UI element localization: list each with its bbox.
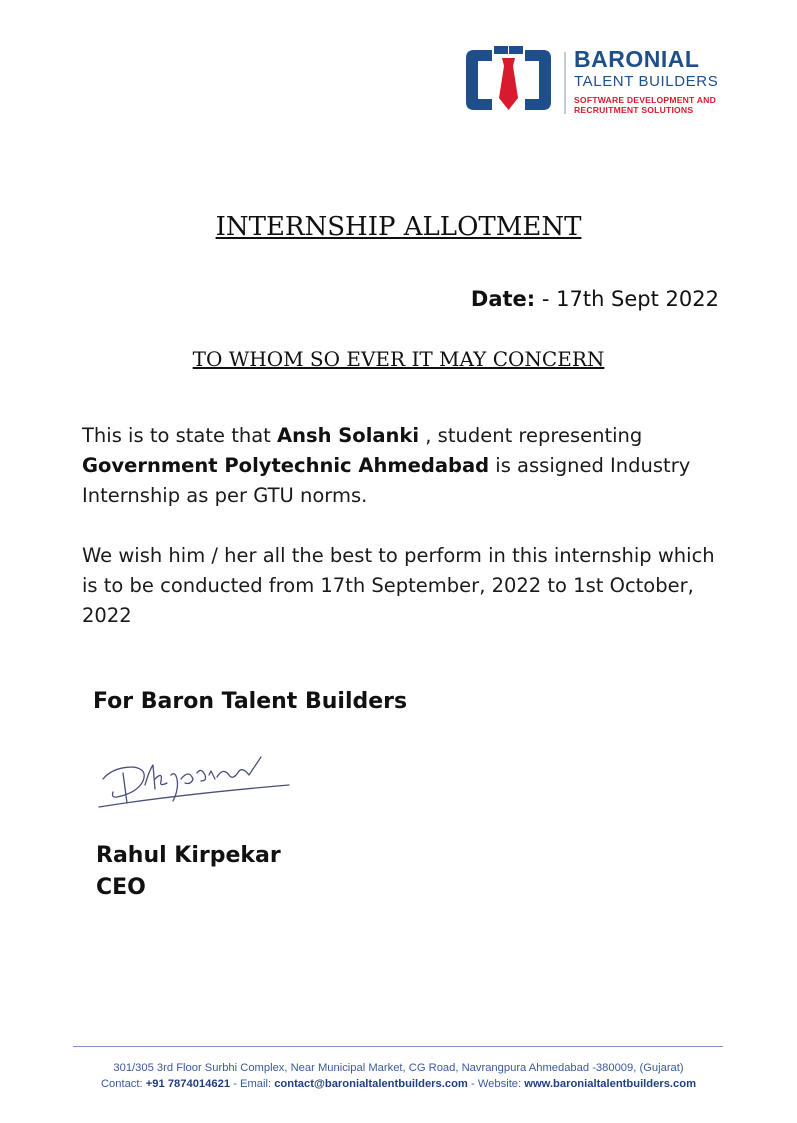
footer-contact: [0, 1076, 797, 1092]
logo-tagline-line1: SOFTWARE DEVELOPMENT AND: [574, 95, 716, 105]
statement-suffix: is assigned Industry Internship as per GTU norms.: [82, 454, 691, 507]
contact-phone[interactable]: +91 7874014621: [145, 1078, 231, 1090]
for-company-line: For Baron Talent Builders: [93, 689, 408, 714]
email-label: - Email:: [230, 1078, 275, 1090]
footer-address: 301/305 3rd Floor Surbhi Complex, Near Municipal Market, CG Road, Navrangpura Ahmedabad -380009, (Gujarat): [113, 1062, 684, 1074]
institute-name: Government Polytechnic Ahmedabad: [82, 454, 490, 477]
website-label: - Website:: [467, 1078, 525, 1090]
footer-divider: [73, 1046, 723, 1047]
company-logo: [462, 46, 752, 118]
statement-paragraph: [82, 421, 722, 511]
logo-name: BARONIAL: [574, 46, 700, 72]
date-line: [471, 287, 719, 311]
wishes-paragraph: We wish him / her all the best to perform in this internship which is to be conducted from 17th September, 2022 to 1st October, 2022: [82, 544, 715, 627]
signer-name: Rahul Kirpekar: [96, 843, 281, 868]
student-name: Ansh Solanki: [277, 424, 420, 447]
contact-email[interactable]: contact@baronialtalentbuilders.com: [274, 1078, 468, 1090]
logo-subtitle: TALENT BUILDERS: [574, 73, 719, 90]
statement-prefix: This is to state that: [82, 424, 277, 447]
signature-icon: [93, 745, 293, 811]
logo-divider: [564, 52, 566, 114]
date-value: - 17th Sept 2022: [535, 287, 719, 311]
signer-block: [96, 840, 281, 904]
statement-middle: , student representing: [419, 424, 643, 447]
salutation: TO WHOM SO EVER IT MAY CONCERN: [192, 347, 605, 371]
signer-title: CEO: [96, 875, 146, 900]
document-title: INTERNSHIP ALLOTMENT: [215, 212, 582, 242]
footer: [0, 1060, 797, 1092]
logo-tagline-line2: RECRUITMENT SOLUTIONS: [574, 105, 694, 115]
contact-website[interactable]: www.baronialtalentbuilders.com: [524, 1078, 697, 1090]
date-label: Date:: [470, 287, 536, 311]
contact-label: Contact:: [100, 1078, 146, 1090]
logo-tagline: [574, 95, 716, 115]
baronial-logo-icon: [462, 46, 555, 114]
